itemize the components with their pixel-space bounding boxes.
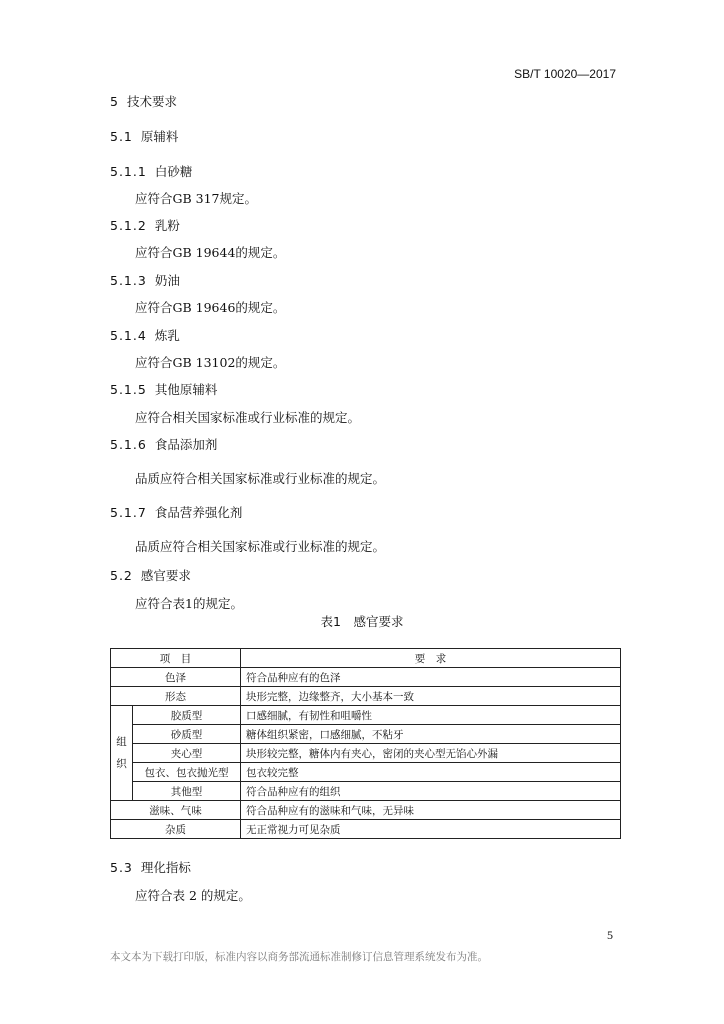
table-row bbox=[111, 706, 621, 725]
section-title: 白砂糖 bbox=[154, 164, 193, 179]
section-5-1-5-heading bbox=[110, 380, 217, 398]
section-number: 5.1.7 bbox=[110, 505, 147, 520]
row-requirement: 包衣较完整 bbox=[241, 763, 621, 782]
row-requirement: 无正常视力可见杂质 bbox=[241, 820, 621, 839]
section-5-1-2-heading bbox=[110, 216, 180, 234]
section-5-1-heading bbox=[110, 127, 178, 145]
section-title: 技术要求 bbox=[126, 94, 177, 109]
texture-group-label bbox=[111, 706, 133, 801]
section-5-1-6-heading bbox=[110, 435, 217, 453]
section-5-heading bbox=[110, 92, 177, 110]
table-row bbox=[111, 687, 621, 706]
section-title: 理化指标 bbox=[140, 860, 191, 875]
row-item: 其他型 bbox=[133, 782, 241, 801]
row-item: 杂质 bbox=[111, 820, 241, 839]
section-5-1-6-text: 品质应符合相关国家标准或行业标准的规定。 bbox=[135, 471, 386, 486]
section-5-2-heading bbox=[110, 566, 191, 584]
section-number: 5.1.1 bbox=[110, 164, 147, 179]
row-requirement: 符合品种应有的组织 bbox=[241, 782, 621, 801]
row-requirement: 块形完整，边缘整齐，大小基本一致 bbox=[241, 687, 621, 706]
texture-label-char: 组 bbox=[116, 736, 127, 748]
row-requirement: 糖体组织紧密，口感细腻，不粘牙 bbox=[241, 725, 621, 744]
header-requirement: 要 求 bbox=[241, 649, 621, 668]
section-number: 5.1.3 bbox=[110, 273, 147, 288]
section-5-3-text: 应符合表 2 的规定。 bbox=[135, 888, 251, 903]
download-notice: 本文本为下载打印版，标准内容以商务部流通标准制修订信息管理系统发布为准。 bbox=[110, 951, 488, 963]
section-title: 奶油 bbox=[154, 273, 180, 288]
table-header-row bbox=[111, 649, 621, 668]
page-number: 5 bbox=[607, 928, 613, 942]
table-row bbox=[111, 801, 621, 820]
section-number: 5 bbox=[110, 94, 119, 109]
sensory-requirements-table bbox=[110, 648, 621, 839]
section-number: 5.1.5 bbox=[110, 382, 147, 397]
section-title: 感官要求 bbox=[140, 568, 191, 583]
section-title: 食品添加剂 bbox=[154, 437, 218, 452]
table-row bbox=[111, 763, 621, 782]
row-item: 色泽 bbox=[111, 668, 241, 687]
section-5-1-3-heading bbox=[110, 271, 180, 289]
section-5-1-1-text: 应符合GB 317规定。 bbox=[135, 191, 258, 206]
row-requirement: 口感细腻，有韧性和咀嚼性 bbox=[241, 706, 621, 725]
section-5-3-heading bbox=[110, 858, 191, 876]
row-requirement: 块形较完整，糖体内有夹心，密闭的夹心型无馅心外漏 bbox=[241, 744, 621, 763]
table-row bbox=[111, 782, 621, 801]
section-5-1-2-text: 应符合GB 19644的规定。 bbox=[135, 245, 286, 260]
table-row bbox=[111, 668, 621, 687]
table-caption: 表1 感官要求 bbox=[320, 614, 404, 629]
section-5-1-5-text: 应符合相关国家标准或行业标准的规定。 bbox=[135, 410, 361, 425]
row-item: 胶质型 bbox=[133, 706, 241, 725]
header-item: 项 目 bbox=[111, 649, 241, 668]
section-number: 5.1.2 bbox=[110, 218, 147, 233]
row-requirement: 符合品种应有的滋味和气味，无异味 bbox=[241, 801, 621, 820]
section-5-1-4-text: 应符合GB 13102的规定。 bbox=[135, 355, 286, 370]
table-row bbox=[111, 725, 621, 744]
table-row bbox=[111, 744, 621, 763]
section-5-1-3-text: 应符合GB 19646的规定。 bbox=[135, 300, 286, 315]
section-5-1-7-text: 品质应符合相关国家标准或行业标准的规定。 bbox=[135, 539, 386, 554]
section-number: 5.1 bbox=[110, 129, 133, 144]
section-5-1-7-heading bbox=[110, 503, 242, 521]
section-title: 其他原辅料 bbox=[154, 382, 218, 397]
texture-label-char: 织 bbox=[116, 758, 127, 770]
row-item: 夹心型 bbox=[133, 744, 241, 763]
section-5-2-text: 应符合表1的规定。 bbox=[135, 596, 243, 611]
section-number: 5.1.6 bbox=[110, 437, 147, 452]
section-5-1-4-heading bbox=[110, 326, 180, 344]
row-item: 滋味、气味 bbox=[111, 801, 241, 820]
row-requirement: 符合品种应有的色泽 bbox=[241, 668, 621, 687]
standard-number: SB/T 10020—2017 bbox=[514, 67, 616, 81]
row-item: 砂质型 bbox=[133, 725, 241, 744]
section-5-1-1-heading bbox=[110, 162, 192, 180]
section-number: 5.3 bbox=[110, 860, 133, 875]
row-item: 形态 bbox=[111, 687, 241, 706]
section-number: 5.2 bbox=[110, 568, 133, 583]
table-row bbox=[111, 820, 621, 839]
section-title: 食品营养强化剂 bbox=[154, 505, 243, 520]
section-title: 原辅料 bbox=[140, 129, 179, 144]
section-title: 炼乳 bbox=[154, 328, 180, 343]
section-title: 乳粉 bbox=[154, 218, 180, 233]
section-number: 5.1.4 bbox=[110, 328, 147, 343]
row-item: 包衣、包衣抛光型 bbox=[133, 763, 241, 782]
